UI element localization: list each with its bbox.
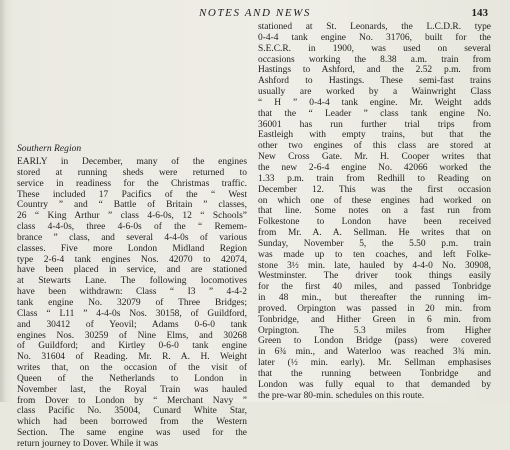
text-line: occasions working the 8.38 a.m. train from: [258, 54, 491, 65]
text-line: of Guildford; and Kirtley 0-6-0 tank engine: [17, 341, 247, 352]
page-number: 143: [471, 7, 488, 19]
text-line: engines Nos. 30259 of Nine Elms, and 30268: [17, 330, 247, 341]
text-line: Tonbridge, and Hither Green in 6 min. from: [258, 314, 491, 325]
text-line: classes. Five more London Midland Region: [17, 243, 247, 254]
text-line: for the first 40 miles, and passed Tonbridge: [258, 282, 491, 293]
text-line: later (½ min. early). Mr. Sellman emphasises: [258, 358, 491, 369]
text-line: in 6¾ min., and Waterloo was reached 3¾ min.: [258, 347, 491, 358]
text-line: the new 2-6-4 engine No. 42066 worked the: [258, 162, 491, 173]
text-line: in 48 min., but thereafter the running im-: [258, 293, 491, 304]
left-column: [17, 144, 247, 450]
text-line: stone 3½ min. late, hauled by 4-4-0 No. 30908,: [258, 260, 491, 271]
text-line: Ashford to Hastings. These semi-fast trains: [258, 76, 491, 87]
text-line: other two engines of this class are stored at: [258, 141, 491, 152]
text-line: These included 17 Pacifics of the “ West: [17, 189, 247, 200]
text-line: 36001 has run further trial trips from: [258, 119, 491, 130]
text-line: Westminster. The driver took things easily: [258, 271, 491, 282]
text-line: 26 “ King Arthur ” class 4-6-0s, 12 “ Schools”: [17, 211, 247, 222]
right-column: [258, 22, 491, 402]
text-line: No. 31604 of Reading. Mr. R. A. H. Weight: [17, 352, 247, 363]
text-line: have been placed in service, and are stationed: [17, 265, 247, 276]
text-line: type 2-6-4 tank engines Nos. 42070 to 42074,: [17, 254, 247, 265]
text-line: the pre-war 80-min. schedules on this route.: [258, 390, 425, 401]
text-line: Country ” and “ Battle of Britain ” classes,: [17, 200, 247, 211]
text-line: from Dover to London by “ Merchant Navy ”: [17, 395, 247, 406]
page-gutter-shadow: [0, 0, 6, 402]
text-line: “ H ” 0-4-4 tank engine. Mr. Weight adds: [258, 97, 491, 108]
text-line: London was fully equal to that demanded by: [258, 379, 491, 390]
text-line: 1.33 p.m. train from Redhill to Reading on: [258, 173, 491, 184]
text-line: class 4-4-0s, three 4-6-0s of the “ Remem-: [17, 222, 247, 233]
text-line: and 30412 of Yeovil; Adams 0-6-0 tank: [17, 319, 247, 330]
text-line: Section. The same engine was used for the: [17, 428, 247, 439]
text-line: usually are worked by a Wainwright Class: [258, 87, 491, 98]
text-line: that line. Some notes on a fast run from: [258, 206, 491, 217]
text-line: on which one of these engines had worked on: [258, 195, 491, 206]
text-line: stored at running sheds were returned to: [17, 167, 247, 178]
text-line: class Pacific No. 35004, Cunard White Star,: [17, 406, 247, 417]
text-line: December 12. This was the first occasion: [258, 184, 491, 195]
text-line: November last, the Royal Train was hauled: [17, 384, 247, 395]
text-line: Orpington. The 5.3 miles from Higher: [258, 325, 491, 336]
text-line: Class “ L11 ” 4-4-0s Nos. 30158, of Guildford,: [17, 308, 247, 319]
text-line: at Stewarts Lane. The following locomotives: [17, 276, 247, 287]
text-line: that the running between Tonbridge and: [258, 369, 491, 379]
text-line: that the “ Leader ” class tank engine No.: [258, 108, 491, 119]
text-line: Eastleigh with empty trains, but that the: [258, 130, 491, 141]
text-line: Green to London Bridge (pass) were covered: [258, 336, 491, 347]
text-line: 0-4-4 tank engine No. 31706, built for the: [258, 32, 491, 43]
text-line: return journey to Dover. While it was: [17, 438, 159, 449]
text-line: brance ” class, and several 4-4-0s of various: [17, 232, 247, 243]
text-line: tank engine No. 32079 of Three Bridges;: [17, 297, 247, 308]
text-line: Queen of the Netherlands to London in: [17, 373, 247, 384]
text-line: service in readiness for the Christmas traffic.: [17, 178, 247, 189]
text-line: writes that, on the occasion of the visit of: [17, 363, 247, 374]
text-line: New Cross Gate. Mr. H. Cooper writes that: [258, 152, 491, 163]
text-line: Folkestone to London have been received: [258, 217, 491, 228]
text-line: was made up to ten coaches, and left Folke-: [258, 249, 491, 260]
text-line: proved. Orpington was passed in 20 min. from: [258, 303, 491, 314]
text-line: Hastings to Ashford, and the 2.52 p.m. from: [258, 65, 491, 76]
text-line: EARLY in December, many of the engines: [17, 157, 247, 167]
page-header: [0, 7, 510, 23]
section-heading: Southern Region: [17, 143, 82, 154]
running-title: NOTES AND NEWS: [198, 7, 312, 19]
text-line: have been withdrawn: Class “ I3 ” 4-4-2: [17, 287, 247, 298]
text-line: stationed at St. Leonards, the L.C.D.R. type: [258, 22, 491, 32]
text-line: from Mr. A. A. Sellman. He writes that on: [258, 228, 491, 239]
text-line: Sunday, November 5, the 5.50 p.m. train: [258, 238, 491, 249]
text-line: which had been borrowed from the Western: [17, 417, 247, 428]
text-line: S.E.C.R. in 1900, was used on several: [258, 43, 491, 54]
